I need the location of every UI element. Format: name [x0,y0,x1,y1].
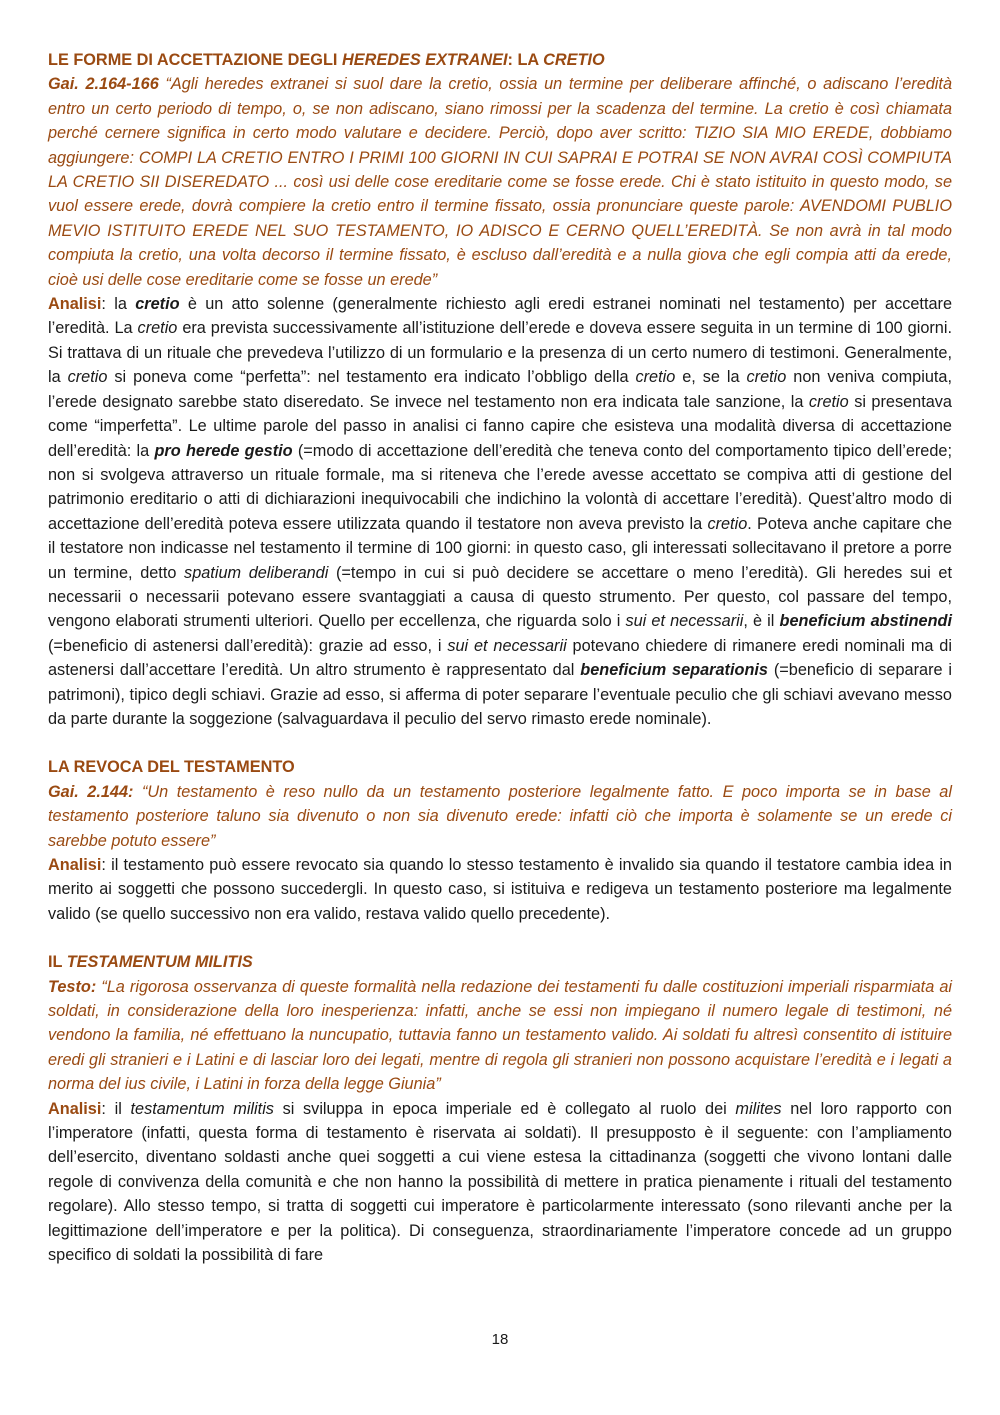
quote-text: “Un testamento è reso nullo da un testamento posteriore legalmente fatto. E poco importa se in base al testamento posteriore taluno sia divenuto o non sia divenuto erede: infatti ciò che importa è solamente se un erede ci sarebbe potuto essere” [48,782,952,850]
text-run: : il [101,1099,131,1118]
emphasized-term: beneficium abstinendi [779,612,952,631]
text-run: : la [101,295,136,314]
section-heading [48,950,952,974]
analysis-paragraph [48,853,952,926]
quote-text: “Agli heredes extranei si suol dare la cretio, ossia un termine per deliberare affinché, o adiscano l’eredità entro un certo periodo di tempo, o, se non adiscano, siano rimossi per la scadenza del termine. La cretio è così chiamata perché cernere significa in certo modo valutare e decidere. Perciò, dopo aver scritto: TIZIO SIA MIO EREDE, dobbiamo aggiungere: COMPI LA CRETIO ENTRO I PRIMI 100 GIORNI IN CUI SAPRAI E POTRAI SE NON AVRAI COSÌ COMPIUTA LA CRETIO SII DISEREDATO ... così usi delle cose ereditarie come se fosse erede. Chi è stato istituito in questo modo, se vuol essere erede, dovrà compiere la cretio entro il termine fissato, ossia pronunciare queste parole: AVENDOMI PUBLIO MEVIO ISTITUITO EREDE NEL SUO TESTAMENTO, IO ADISCO E CERNO QUELL’EREDITÀ. Se non avrà in tal modo compiuta la cretio, una volta decorso il termine fissato, è escluso dall’eredità e a nulla giova che egli compia atti da erede, cioè usi delle cose ereditarie come se fosse un erede” [48,75,952,289]
emphasized-term: beneficium separationis [580,661,768,680]
italic-term: cretio [707,514,748,533]
text-run: (=modo di accettazione dell’eredità che teneva conto del comportamento tipico dell’erede; non si svolgeva attraverso un rituale formale, ma si riteneva che l’erede avesse accettato se compiva atti di gestione del patrimonio ereditario o atti di dichiarazioni inequivocabili che indichino la volontà di accettare l’eredità). Quest’altro modo di accettazione dell’eredità poteva essere utilizzata quando il testatore non aveva previsto la [48,441,952,533]
italic-term: milites [735,1099,782,1118]
text-run: si sviluppa in epoca imperiale ed è collegato al ruolo dei [273,1099,736,1118]
analysis-paragraph [48,1097,952,1268]
analysis-text [48,856,952,923]
text-run: potevano chiedere di rimanere eredi nominali ma di astenersi dall’accettare l’eredità. Un altro strumento è rappresentato dal [48,636,952,680]
section-testamentum-militis [48,950,952,1267]
section-heading [48,48,952,72]
italic-term: cretio [67,368,108,387]
analysis-label: Analisi [48,856,102,874]
italic-term: TESTAMENTUM MILITIS [66,953,253,972]
italic-term: CRETIO [543,51,605,69]
section-heading [48,755,952,779]
text-run: , è il [743,612,780,631]
text-run: : LA [507,51,544,69]
italic-term: HEREDES EXTRANEI [341,51,508,69]
text-run: era prevista successivamente all’istituzione dell’erede e doveva essere seguita in un termine di 100 giorni. Si trattava di un rituale che prevedeva l’utilizzo di un formulario e la presenza di un certo numero di testimoni. Generalmente, la [48,319,952,387]
text-run: (=beneficio di astenersi dall’eredità): grazie ad esso, i [48,636,448,655]
text-run: : il testamento può essere revocato sia quando lo stesso testamento è invalido sia quando il testatore cambia idea in merito ai soggetti che possono succedergli. In questo caso, si istituiva e redigeva un testamento posteriore ma legalmente valido (se quello successivo non era valido, restava valido quello precedente). [48,856,952,923]
text-run: IL [48,953,67,972]
section-cretio [48,48,952,731]
emphasized-term: cretio [135,295,180,314]
italic-term: cretio [808,392,849,411]
italic-term: sui et necessarii [625,612,744,631]
analysis-label: Analisi [48,1099,102,1118]
source-quote [48,780,952,853]
text-run: nel loro rapporto con l’imperatore (infatti, questa forma di testamento è riservata ai soldati). Il presupposto è il seguente: con l’ampliamento dell’esercito, diventano soldasti anche quei soggetti a cui viene estesa la cittadinanza (soggetti che vivono lontani dalle regole di convivenza della comunità e che non hanno la possibilità di mettere in pratica pienamente i rituali del testamento regolare). Allo stesso tempo, si tratta di soggetti cui imperatore è particolarmente interessato (sono rilevanti anche per la legittimazione dell’imperatore e per la politica). Di conseguenza, straordinariamente l’imperatore concede ad un gruppo specifico di soldati la possibilità di fare [48,1099,952,1265]
quote-reference: Testo: [48,977,97,996]
text-run: è un atto solenne (generalmente richiesto agli eredi estranei nominati nel testamento) per accettare l’eredità. La [48,295,952,338]
italic-term: sui et necessarii [447,636,567,655]
text-run: non veniva compiuta, l’erede designato sarebbe stato diseredato. Se invece nel testamento non era indicata tale sanzione, la [48,368,953,411]
analysis-label: Analisi [48,295,102,314]
quote-text: “La rigorosa osservanza di queste formalità nella redazione dei testamenti fu dalle costituzioni imperiali risparmiata ai soldati, in considerazione della loro inesperienza: infatti, anche se essi non impiegano il numero legale di testimoni, né vendono la familia, né effettuano la nuncupatio, tuttavia fanno un testamento valido. Ai soldati fu altresì consentito di istituire eredi gli stranieri e i Latini e di lasciar loro dei legati, mentre di regola gli stranieri non possono acquistare l’eredità e i legati a norma del ius civile, i Latini in forza della legge Giunia” [48,977,952,1094]
text-run: LA REVOCA DEL TESTAMENTO [48,758,295,777]
italic-term: spatium deliberandi [184,563,329,582]
italic-term: cretio [137,319,178,338]
text-run: (=tempo in cui si può decidere se accettare o meno l’eredità). Gli heredes sui et necessarii o necessarii potevano essere svantaggiati a causa di questo strumento. Per questo, col passare del tempo, vengono elaborati strumenti ulteriori. Quello per eccellenza, che riguarda solo i [48,563,952,631]
quote-reference: Gai. 2.144: [48,782,134,801]
quote-reference: Gai. 2.164-166 [48,75,159,94]
document-page [48,48,952,1268]
emphasized-term: pro herede gestio [154,441,293,460]
text-run: si presentava come “imperfetta”. Le ultime parole del passo in analisi ci fanno capire che esisteva una modalità diversa di accettazione dell’eredità: la [48,392,952,460]
analysis-paragraph [48,292,952,731]
italic-term: cretio [635,368,676,387]
text-run: e, se la [675,368,747,387]
page-number: 18 [491,1331,509,1348]
text-run: LE FORME DI ACCETTAZIONE DEGLI [48,51,342,69]
source-quote [48,975,952,1097]
italic-term: cretio [746,368,787,387]
analysis-text [48,1100,952,1264]
source-quote [48,72,952,292]
section-spacer [48,731,952,755]
text-run: (=beneficio di separare i patrimoni), tipico degli schiavi. Grazie ad esso, si afferma di poter separare l’eventuale peculio che gli schiavi avevano messo da parte durante la soggezione (salvaguardava il peculio del servo rimasto erede nominale). [48,661,953,728]
section-revoca-testamento [48,755,952,926]
italic-term: testamentum militis [130,1099,274,1118]
analysis-text [48,295,952,728]
text-run: . Poteva anche capitare che il testatore non indicasse nel testamento il termine di 100 giorni: in questo caso, gli interessati sollecitavano il pretore a porre un termine, detto [48,514,952,582]
text-run: si poneva come “perfetta”: nel testamento era indicato l’obbligo della [107,368,636,387]
section-spacer [48,926,952,950]
